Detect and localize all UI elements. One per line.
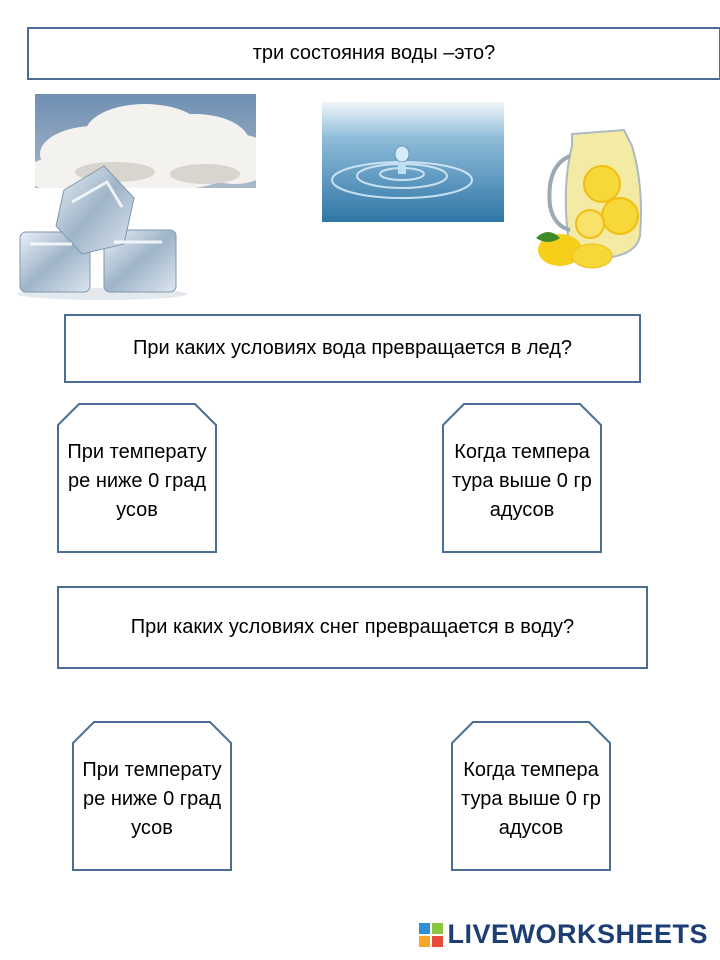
- answer-text: При температуре ниже 0 градусов: [82, 758, 222, 839]
- title-text: три состояния воды –это?: [252, 42, 496, 64]
- water-drop-image[interactable]: [322, 102, 504, 222]
- answer-option[interactable]: [72, 721, 232, 871]
- logo-text: LIVEWORKSHEETS: [447, 919, 708, 949]
- liveworksheets-logo[interactable]: [419, 919, 708, 950]
- answer-option[interactable]: [442, 403, 602, 553]
- answer-text: При температуре ниже 0 градусов: [67, 440, 207, 521]
- question-1-box: [64, 314, 641, 383]
- ice-cubes-image[interactable]: [12, 162, 190, 302]
- question-2-box: [57, 586, 648, 669]
- answer-text: Когда температура выше 0 градусов: [452, 440, 592, 521]
- answer-option[interactable]: [57, 403, 217, 553]
- lemonade-jug-image[interactable]: [532, 126, 660, 274]
- answer-text: Когда температура выше 0 градусов: [461, 758, 601, 839]
- logo-blocks-icon: [419, 923, 443, 947]
- answer-option[interactable]: [451, 721, 611, 871]
- question-2-text: При каких условиях снег превращается в воду?: [130, 616, 575, 638]
- question-1-text: При каких условиях вода превращается в лед?: [132, 337, 573, 359]
- title-box: [27, 27, 720, 80]
